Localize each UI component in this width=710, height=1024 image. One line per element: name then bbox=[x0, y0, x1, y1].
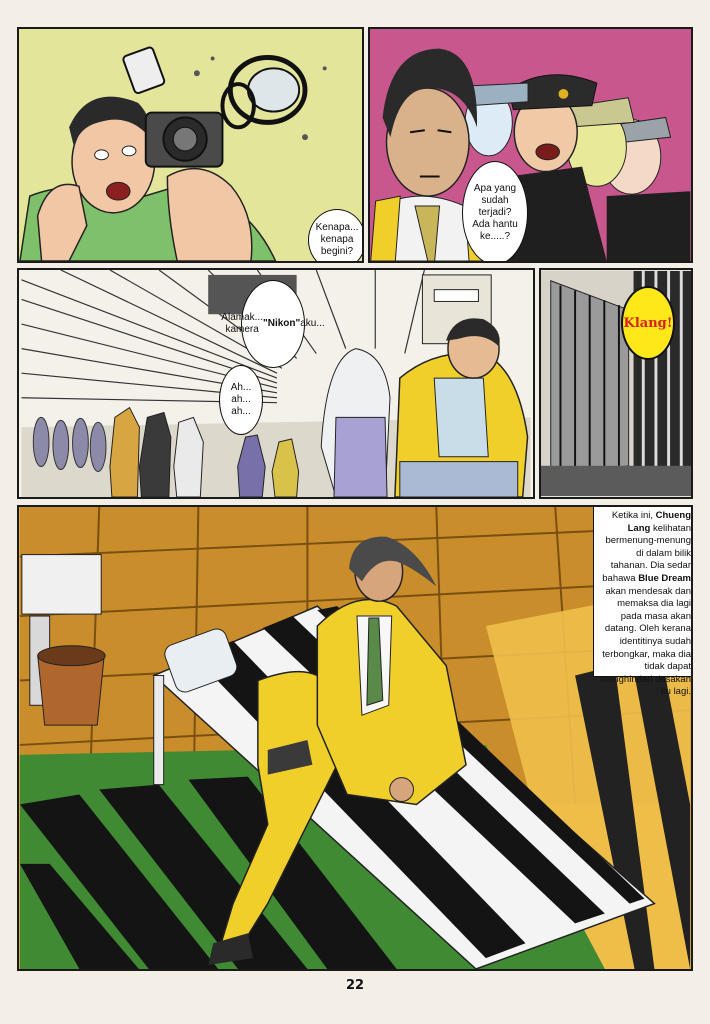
narration-caption bbox=[593, 505, 693, 698]
bubble-alamak-pre: Alamak... kamera bbox=[221, 312, 263, 335]
panel-cell-door bbox=[539, 268, 693, 499]
caption-name-blue-dream: Blue Dream bbox=[638, 572, 691, 584]
panel-corridor bbox=[17, 268, 535, 499]
speech-bubble-apa-yang: Apa yang sudah terjadi? Ada hantu ke.....? bbox=[462, 161, 528, 263]
sound-effect-klang: Klang! bbox=[621, 286, 675, 360]
page-number: 22 bbox=[345, 978, 365, 993]
panel-prison-cell bbox=[17, 505, 693, 971]
caption-intro: Ketika ini, bbox=[611, 510, 653, 521]
caption-name-chueng-lang: Chueng Lang bbox=[627, 510, 691, 534]
speech-bubble-kenapa: Kenapa... kenapa begini? bbox=[308, 209, 364, 263]
panel-officers-shocked bbox=[368, 27, 693, 263]
officers-illustration bbox=[370, 29, 691, 261]
bubble-alamak-post: aku... bbox=[300, 318, 325, 329]
speech-bubble-alamak bbox=[221, 280, 325, 368]
prison-cell-illustration bbox=[19, 507, 691, 969]
caption-end: akan mendesak dan memaksa dia lagi pada masa akan datang. Oleh kerana identitinya sudah terbongkar, maka dia tidak dapat menghindari desakan itu lagi. bbox=[600, 585, 691, 698]
speech-bubble-ah: Ah... ah... ah... bbox=[219, 365, 263, 435]
caption-middle: kelihatan bermenung-menung di dalam bilik tahanan. Dia sedar bahawa bbox=[602, 522, 691, 584]
bubble-nikon-bold: "Nikon" bbox=[262, 318, 301, 329]
panel-camera-breaks bbox=[17, 27, 364, 263]
